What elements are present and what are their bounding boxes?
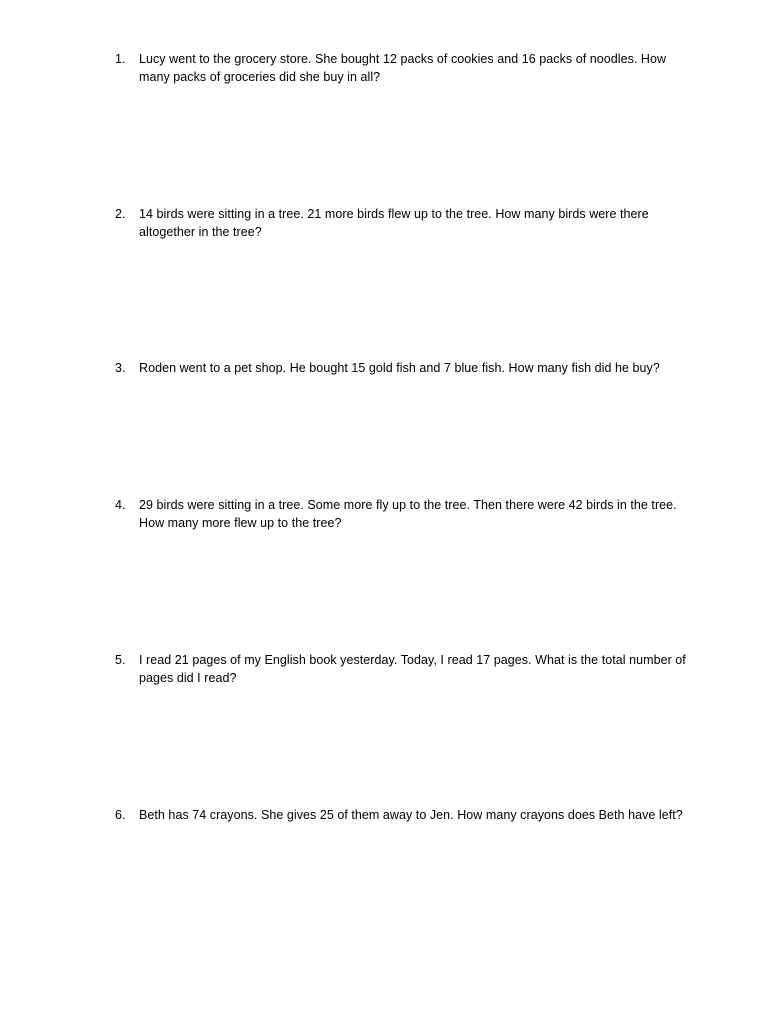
question-number: 5. — [115, 653, 126, 667]
question-3 — [115, 359, 695, 377]
question-text: I read 21 pages of my English book yesterday. Today, I read 17 pages. What is the total number of pages did I read? — [139, 653, 686, 685]
question-text: 29 birds were sitting in a tree. Some more fly up to the tree. Then there were 42 birds in the tree. How many more flew up to the tree? — [139, 498, 677, 530]
question-5 — [115, 651, 695, 687]
question-text: Roden went to a pet shop. He bought 15 gold fish and 7 blue fish. How many fish did he buy? — [139, 361, 660, 375]
question-6 — [115, 806, 695, 824]
question-number: 6. — [115, 808, 126, 822]
question-1 — [115, 50, 695, 86]
question-number: 4. — [115, 498, 126, 512]
question-number: 1. — [115, 52, 126, 66]
question-4 — [115, 496, 695, 532]
question-text: 14 birds were sitting in a tree. 21 more birds flew up to the tree. How many birds were there altogether in the tree? — [139, 207, 649, 239]
question-2 — [115, 205, 695, 241]
question-number: 3. — [115, 361, 126, 375]
question-text: Lucy went to the grocery store. She bought 12 packs of cookies and 16 packs of noodles. How many packs of groceries did she buy in all? — [139, 52, 667, 84]
question-number: 2. — [115, 207, 126, 221]
question-text: Beth has 74 crayons. She gives 25 of them away to Jen. How many crayons does Beth have left? — [139, 808, 683, 822]
